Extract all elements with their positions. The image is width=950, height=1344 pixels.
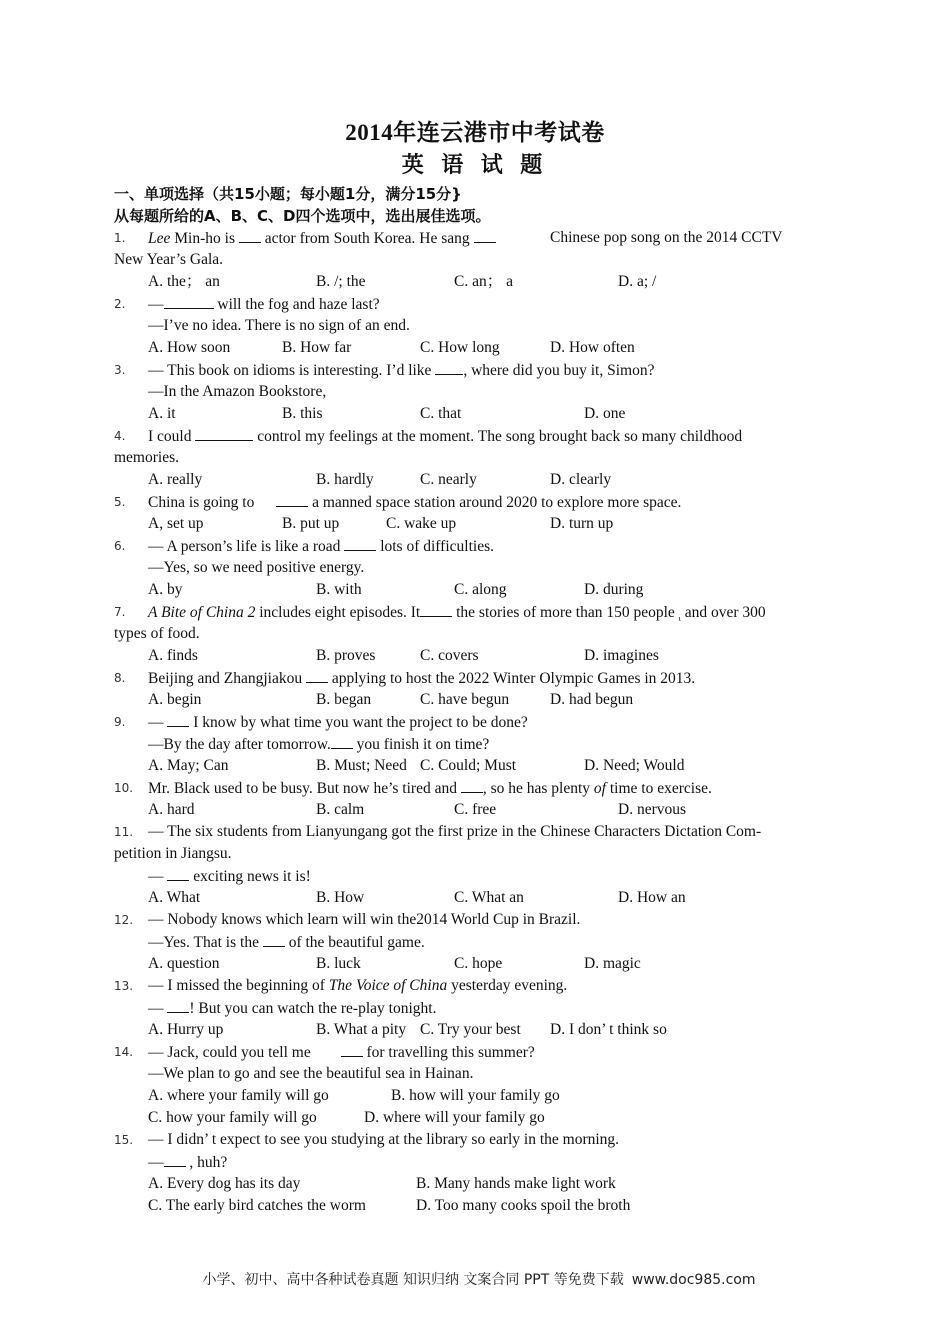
question-6: 6. — A person’s life is like a road lots of difficulties. [114, 535, 824, 557]
options-row [114, 1195, 824, 1217]
question-number: 8. [114, 671, 126, 685]
option-d: D. magic [584, 955, 641, 972]
question-number: 7. [114, 605, 126, 619]
footer-link[interactable]: www.doc985.com [631, 1272, 756, 1288]
question-number: 10. [114, 781, 134, 795]
options-row [114, 513, 824, 535]
option-c: C. The early bird catches the worm [148, 1197, 366, 1214]
question-15: 15. — I didn’ t expect to see you studying at the library so early in the morning. [114, 1129, 824, 1151]
option-a: A. Every dog has its day [148, 1175, 301, 1192]
option-d: D. had begun [550, 691, 634, 708]
question-list: 1. Lee Min-ho is actor from South Korea. He sang Chinese pop song on the 2014 CCTV New Year’s Gala. A. the； an B. /; the C. an； a D. a; / 2. — will the fog and haze last? —I’ve no idea. There is no sign of an end. A. How soon B. How far C. How long D. How often 3. — This book on idioms is interesting. I’d like , where did you buy it, Simon? —In the Amazon Bookstore, A. it B. this C. that D. one 4. I could control my feelings at the moment. The song brought back so many childhood memories. A. really B. hardly C. nearly D. clearly 5. China is going to a manned space station around 2020 to explore more space. A, set up B. put up C. wake up D. turn up 6. — A person’s life is like a road lots of difficulties. —Yes, so we need positive energy. A. by B. with C. along D. during 7. A Bite of China 2 includes eight episodes. It the stories of more than 150 people $_\iota$ and over 300 types of food. A. finds B. proves C. covers D. imagines 8. Beijing and Zhangjiakou applying to host the 2022 Winter Olympic Games in 2013. A. begin B. began C. have begun D. had begun 9. — I know by what time you want the project to be done? —By the day after tomorrow. you finish it on time? A. May; Can B. Must; Need C. Could; Must D. Need; Would 10. Mr. Black used to be busy. But now he’s tired and , so he has plenty of time to exercise. A. hard B. calm C. free D. nervous 11. — The six students from Lianyungang got the first prize in the Chinese Characters Dictation Com- petition in Jiangsu. — exciting news it is! A. What B. How C. What an D. How an 12. — Nobody knows which learn will win the2014 World Cup in Brazil. —Yes. That is the of the beautiful game. A. question B. luck C. hope D. magic 13. — I missed the beginning of The Voice of China yesterday evening. — ! But you can watch the re-play tonight. A. Hurry up B. What a pity C. Try your best D. I don’ t think so 14. — Jack, could you tell me for travelling this summer? —We plan to go and see the beautiful sea in Hainan. A. where your family will go B. how will your family go C. how your family will go D. where will your family go 15. — I didn’ t expect to see you studying at the library so early in the morning. — , huh? A. Every dog has its day B. Many hands make light work C. The early bird catches the worm D. Too many cooks spoil the broth [114, 227, 824, 1217]
question-number: 5. [114, 495, 126, 509]
option-c: C. How long [420, 339, 500, 356]
options-row [114, 689, 824, 711]
option-c: C. along [454, 581, 507, 598]
options-row [114, 887, 824, 909]
answer-blank [461, 777, 483, 793]
options-row [114, 755, 824, 777]
answer-blank [306, 667, 328, 683]
question-8: 8. Beijing and Zhangjiakou applying to host the 2022 Winter Olympic Games in 2013. [114, 667, 824, 689]
footer-text: 小学、初中、高中各种试卷真题 知识归纳 文案合同 PPT 等免费下载 [202, 1272, 624, 1288]
question-number: 12. [114, 913, 134, 927]
option-c: C. Could; Must [420, 757, 517, 774]
answer-blank [167, 997, 189, 1013]
option-d: D. How an [618, 889, 686, 906]
question-4: 4. I could control my feelings at the moment. The song brought back so many childhood [114, 425, 824, 447]
option-a: A. Hurry up [148, 1021, 224, 1038]
answer-blank [239, 227, 261, 243]
question-3: 3. — This book on idioms is interesting. I’d like , where did you buy it, Simon? [114, 359, 824, 381]
question-2: 2. — will the fog and haze last? [114, 293, 824, 315]
option-c: C. have begun [420, 691, 510, 708]
option-b: B. Many hands make light work [416, 1175, 616, 1192]
option-d: D. Need; Would [584, 757, 685, 774]
question-13: 13. — I missed the beginning of The Voice of China yesterday evening. [114, 975, 824, 997]
answer-blank [331, 733, 353, 749]
option-c: C. free [454, 801, 497, 818]
section-instruction: 从每题所给的A、B、C、D四个选项中，选出展佳选项。 [114, 207, 491, 225]
option-b: B. Must; Need [316, 757, 407, 774]
options-row [114, 799, 824, 821]
options-row [114, 271, 824, 293]
question-7: 7. A Bite of China 2 includes eight episodes. It the stories of more than 150 people $_\iota$ and over 300 [114, 601, 824, 623]
option-c: C. that [420, 405, 462, 422]
exam-title: 2014年连云港市中考试卷 [345, 120, 605, 145]
options-row [114, 469, 824, 491]
question-number: 15. [114, 1133, 134, 1147]
question-11: 11. — The six students from Lianyungang got the first prize in the Chinese Characters Dictation Com- [114, 821, 824, 843]
option-b: B. /; the [316, 273, 366, 290]
answer-blank [195, 425, 253, 441]
question-number: 1. [114, 231, 126, 245]
option-b: B. luck [316, 955, 361, 972]
option-a: A. the； an [148, 273, 220, 290]
options-row [114, 337, 824, 359]
option-d: D. where will your family go [364, 1109, 545, 1126]
option-c: C. Try your best [420, 1021, 521, 1038]
question-9: 9. — I know by what time you want the project to be done? [114, 711, 824, 733]
option-c: C. nearly [420, 471, 477, 488]
option-b: B. What a pity [316, 1021, 407, 1038]
options-row [114, 403, 824, 425]
option-b: B. how will your family go [391, 1087, 560, 1104]
question-12: 12. — Nobody knows which learn will win the2014 World Cup in Brazil. [114, 909, 824, 931]
option-a: A. where your family will go [148, 1087, 329, 1104]
options-row [114, 1107, 824, 1129]
option-d: D. a; / [618, 273, 657, 290]
option-a: A. How soon [148, 339, 231, 356]
answer-blank [263, 931, 285, 947]
answer-blank [420, 601, 452, 617]
option-b: B. hardly [316, 471, 374, 488]
option-c: C. how your family will go [148, 1109, 317, 1126]
section-heading: 一、单项选择（共15小题；每小题1分，满分15分} [114, 185, 462, 203]
option-a: A. What [148, 889, 201, 906]
options-row [114, 579, 824, 601]
option-d: D. one [584, 405, 626, 422]
question-number: 4. [114, 429, 126, 443]
option-d: D. I don’ t think so [550, 1021, 667, 1038]
options-row [114, 1085, 824, 1107]
question-5: 5. China is going to a manned space station around 2020 to explore more space. [114, 491, 824, 513]
answer-blank [344, 535, 376, 551]
option-b: B. with [316, 581, 362, 598]
option-d: D. during [584, 581, 644, 598]
answer-blank [276, 491, 308, 507]
question-number: 11. [114, 825, 134, 839]
question-number: 14. [114, 1045, 134, 1059]
option-a: A, set up [148, 515, 204, 532]
options-row [114, 1019, 824, 1041]
option-a: A. question [148, 955, 220, 972]
answer-blank [167, 865, 189, 881]
answer-blank [164, 293, 214, 309]
options-row [114, 953, 824, 975]
answer-blank [341, 1041, 363, 1057]
option-b: B. How far [282, 339, 352, 356]
question-10: 10. Mr. Black used to be busy. But now he’s tired and , so he has plenty of time to exercise. [114, 777, 824, 799]
option-c: C. covers [420, 647, 479, 664]
exam-subtitle: 英 语 试 题 [401, 152, 549, 177]
option-d: D. turn up [550, 515, 614, 532]
option-d: D. nervous [618, 801, 687, 818]
option-b: B. How [316, 889, 365, 906]
option-a: A. finds [148, 647, 198, 664]
option-c: C. hope [454, 955, 503, 972]
option-c: C. wake up [386, 515, 457, 532]
answer-blank [167, 711, 189, 727]
question-1: 1. Lee Min-ho is actor from South Korea. He sang Chinese pop song on the 2014 CCTV [114, 229, 783, 247]
option-a: A. it [148, 405, 176, 422]
options-row [114, 645, 824, 667]
options-row [114, 1173, 824, 1195]
option-a: A. begin [148, 691, 202, 708]
question-14: 14. — Jack, could you tell me for travelling this summer? [114, 1041, 824, 1063]
page-footer [0, 1269, 950, 1289]
option-d: D. imagines [584, 647, 659, 664]
answer-blank [474, 227, 496, 243]
question-number: 13. [114, 979, 134, 993]
option-b: B. this [282, 405, 323, 422]
option-a: A. May; Can [148, 757, 229, 774]
option-a: A. really [148, 471, 203, 488]
option-a: A. by [148, 581, 183, 598]
option-d: D. Too many cooks spoil the broth [416, 1197, 631, 1214]
answer-blank [435, 359, 463, 375]
option-c: C. What an [454, 889, 524, 906]
question-number: 9. [114, 715, 126, 729]
option-d: D. clearly [550, 471, 612, 488]
option-a: A. hard [148, 801, 195, 818]
option-b: B. put up [282, 515, 340, 532]
question-number: 3. [114, 363, 126, 377]
option-b: B. calm [316, 801, 365, 818]
option-b: B. began [316, 691, 372, 708]
option-b: B. proves [316, 647, 376, 664]
answer-blank [164, 1151, 186, 1167]
question-number: 2. [114, 297, 126, 311]
question-number: 6. [114, 539, 126, 553]
option-c: C. an； a [454, 273, 513, 290]
option-d: D. How often [550, 339, 635, 356]
